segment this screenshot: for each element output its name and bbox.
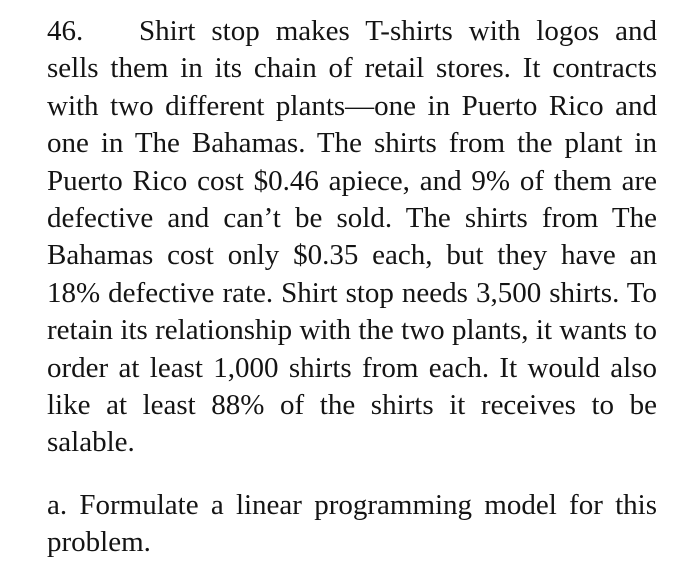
- part-a-question: [47, 487, 657, 562]
- problem-number: 46.: [47, 15, 84, 47]
- document-page: [47, 13, 657, 562]
- part-a-text: Formulate a linear programming model for this problem.: [47, 488, 657, 559]
- problem-statement: [47, 13, 657, 462]
- part-a-letter: a.: [47, 488, 68, 521]
- problem-text: Shirt stop makes T-shirts with logos and sells them in its chain of retail stores. It contracts with two different plants—one in Puerto Rico and one in The Bahamas. The shirts from the plant in Puerto Rico cost $0.46 apiece, and 9% of them are defective and can’t be sold. The shirts from The Bahamas cost only $0.35 each, but they have an 18% defective rate. Shirt stop needs 3,500 shirts. To retain its relationship with the two plants, it wants to order at least 1,000 shirts from each. It would also like at least 88% of the shirts it receives to be salable.: [47, 15, 657, 459]
